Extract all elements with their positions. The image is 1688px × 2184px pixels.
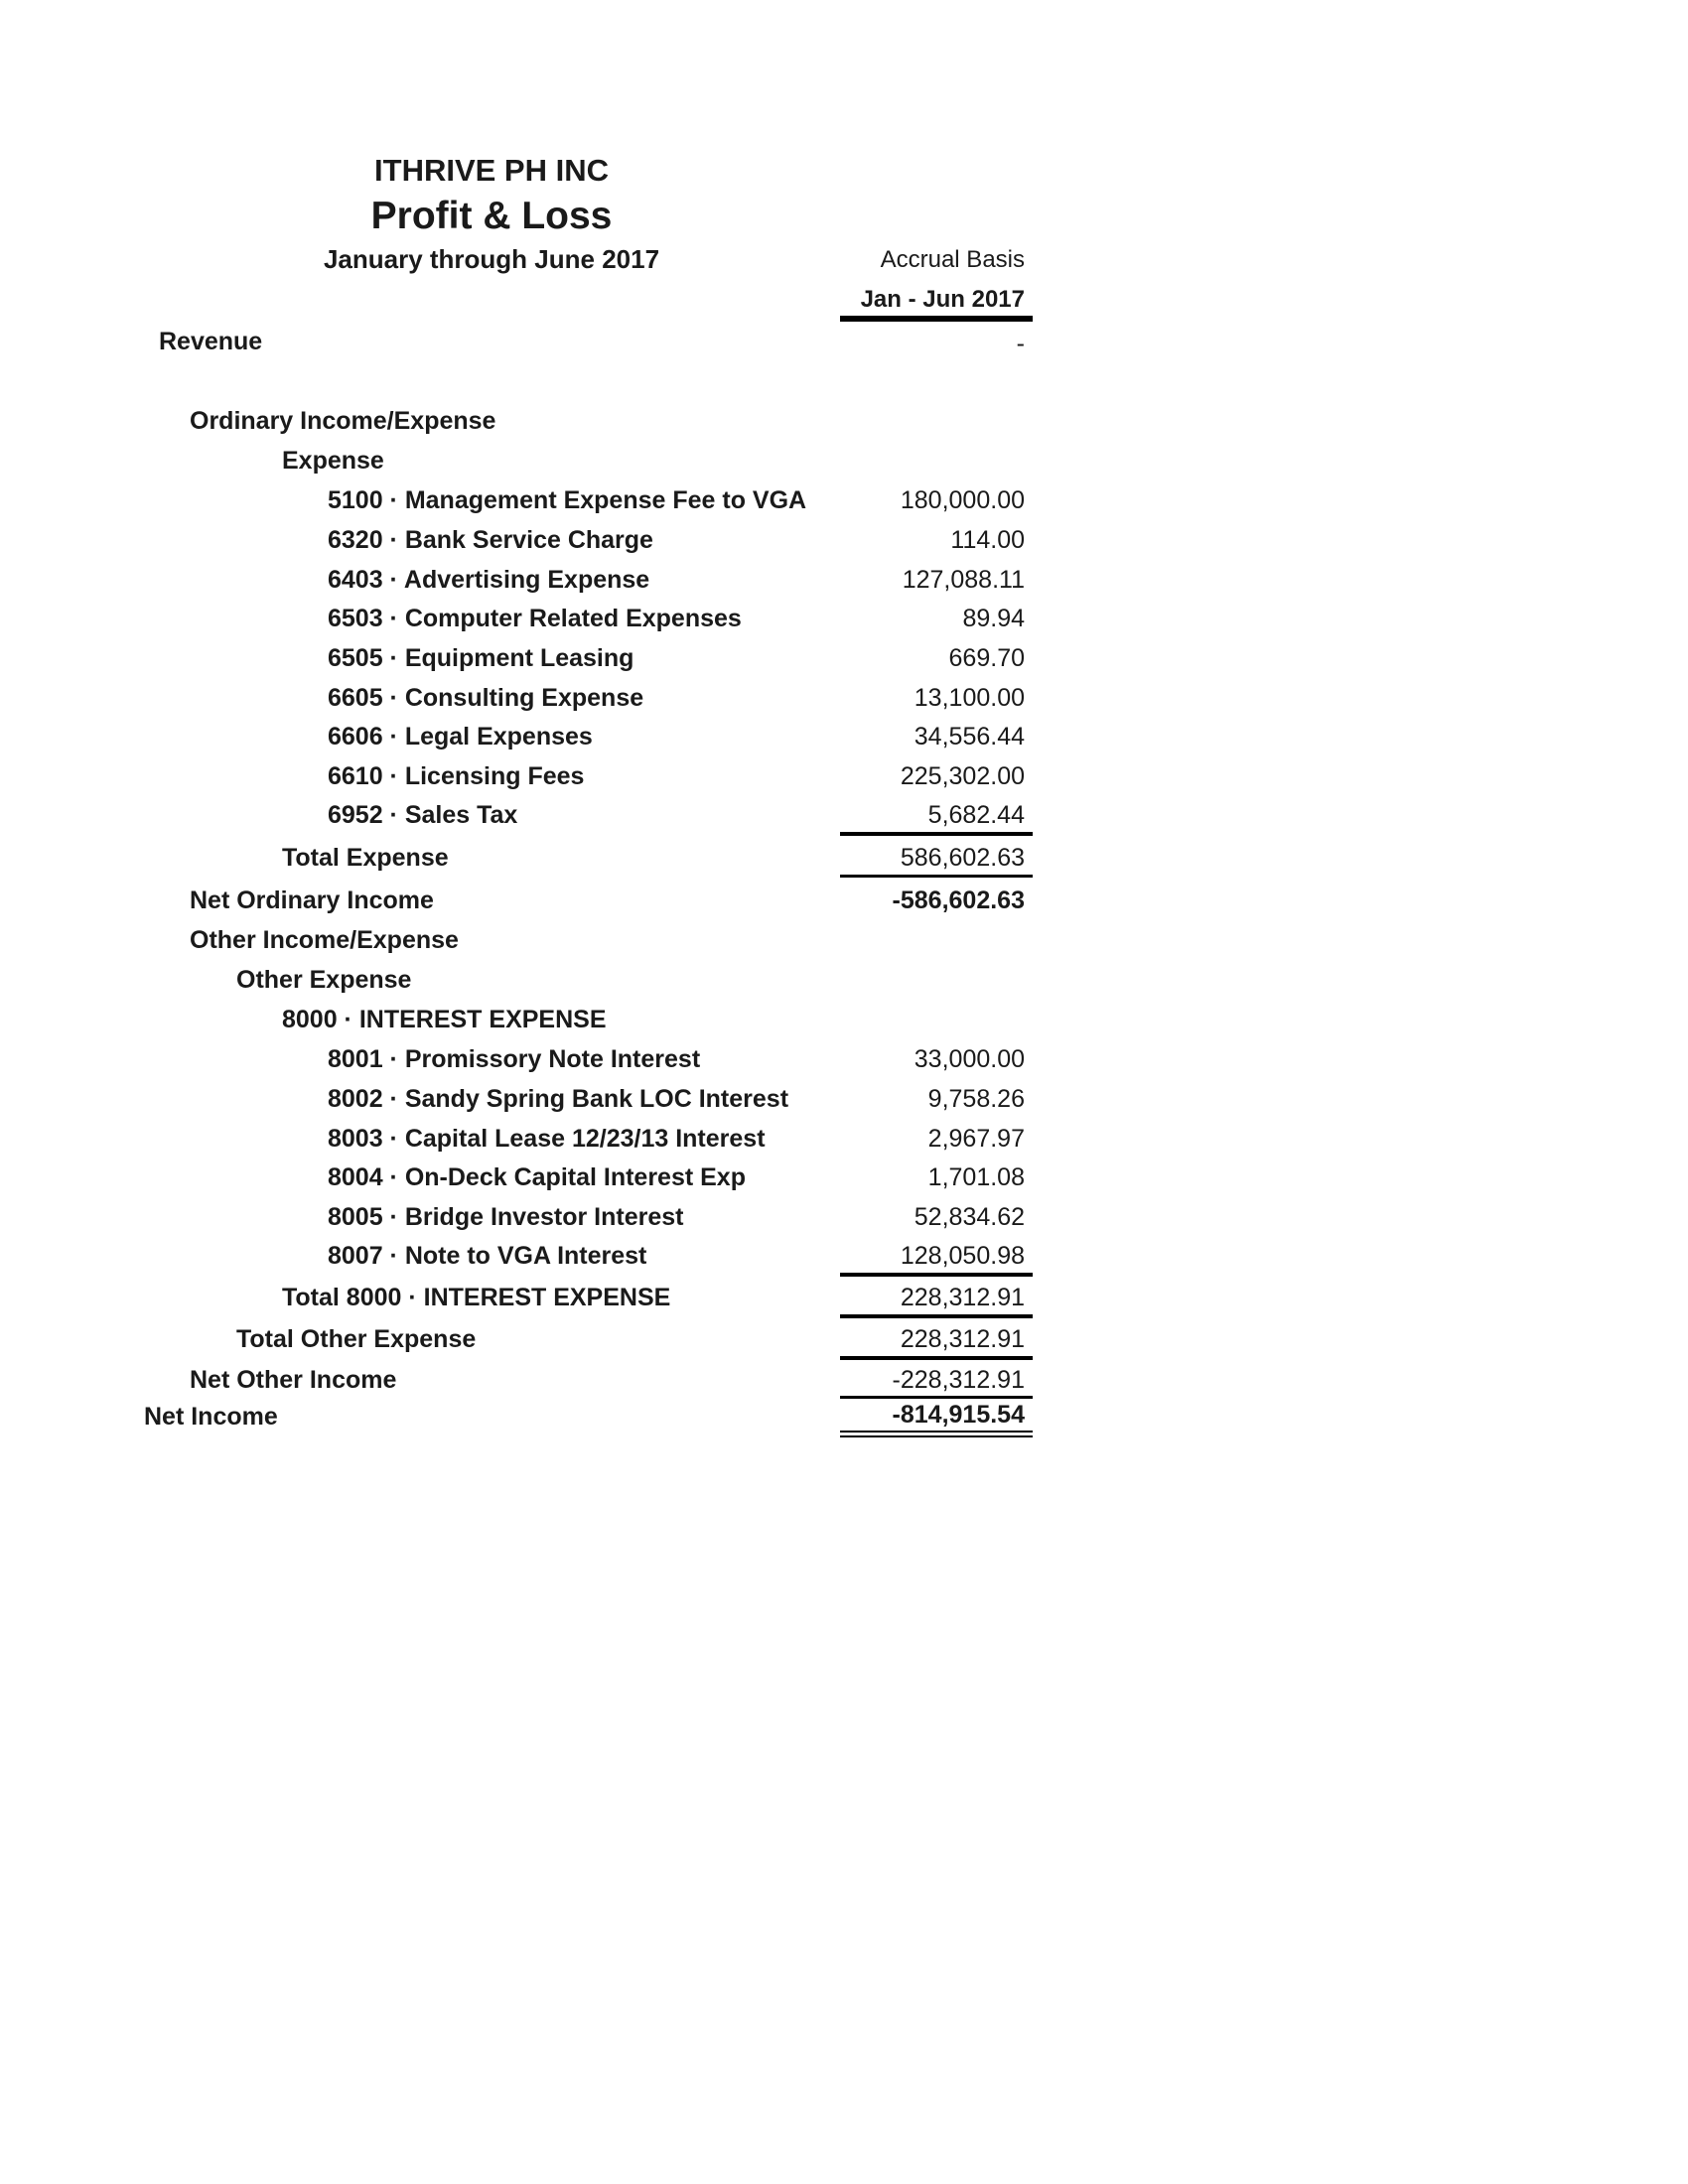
subtotal-rule <box>840 1314 1033 1318</box>
interest-row-label: 8003 · Capital Lease 12/23/13 Interest <box>328 1125 766 1153</box>
net-income-value: -814,915.54 <box>892 1401 1025 1429</box>
expense-row-value: 89.94 <box>962 605 1025 632</box>
company-name: ITHRIVE PH INC <box>374 153 609 188</box>
interest-row-value: 2,967.97 <box>927 1125 1025 1153</box>
net-ordinary-income-label: Net Ordinary Income <box>190 887 434 914</box>
net-income-label: Net Income <box>144 1403 278 1431</box>
total-other-expense-label: Total Other Expense <box>236 1325 477 1353</box>
expense-row-label: 5100 · Management Expense Fee to VGA <box>328 486 807 514</box>
expense-row-value: 225,302.00 <box>900 762 1025 790</box>
subtotal-rule <box>840 832 1033 836</box>
total-interest-expense-value: 228,312.91 <box>900 1284 1025 1311</box>
expense-row-label: 6403 · Advertising Expense <box>328 566 650 594</box>
expense-row-label: 6610 · Licensing Fees <box>328 762 585 790</box>
other-expense-heading: Other Expense <box>236 966 412 994</box>
expense-heading: Expense <box>282 447 384 475</box>
total-interest-expense-label: Total 8000 · INTEREST EXPENSE <box>282 1284 671 1311</box>
net-other-income-value: -228,312.91 <box>892 1366 1025 1394</box>
expense-row-label: 6320 · Bank Service Charge <box>328 526 653 554</box>
net-other-income-label: Net Other Income <box>190 1366 397 1394</box>
interest-row-label: 8001 · Promissory Note Interest <box>328 1045 701 1073</box>
total-rule <box>840 1356 1033 1360</box>
expense-row-value: 13,100.00 <box>914 684 1025 712</box>
column-header: Jan - Jun 2017 <box>860 286 1025 313</box>
interest-expense-heading: 8000 · INTEREST EXPENSE <box>282 1006 607 1033</box>
expense-row-label: 6503 · Computer Related Expenses <box>328 605 742 632</box>
net-rule <box>840 1396 1033 1399</box>
interest-row-label: 8004 · On-Deck Capital Interest Exp <box>328 1163 746 1191</box>
report-title: Profit & Loss <box>370 195 613 237</box>
expense-row-value: 5,682.44 <box>927 801 1025 829</box>
double-underline-top <box>840 1431 1033 1433</box>
interest-row-label: 8005 · Bridge Investor Interest <box>328 1203 684 1231</box>
accounting-basis: Accrual Basis <box>880 246 1025 273</box>
expense-row-value: 114.00 <box>950 526 1025 554</box>
other-income-expense-heading: Other Income/Expense <box>190 926 459 954</box>
interest-row-value: 128,050.98 <box>900 1242 1025 1270</box>
interest-row-value: 1,701.08 <box>927 1163 1025 1191</box>
subtotal-rule <box>840 1273 1033 1277</box>
interest-row-label: 8007 · Note to VGA Interest <box>328 1242 647 1270</box>
revenue-label: Revenue <box>159 328 263 355</box>
interest-row-value: 52,834.62 <box>914 1203 1025 1231</box>
header-rule <box>840 316 1033 322</box>
net-ordinary-income-value: -586,602.63 <box>892 887 1025 914</box>
expense-row-value: 127,088.11 <box>902 566 1025 594</box>
total-expense-value: 586,602.63 <box>900 844 1025 872</box>
double-underline-bottom <box>840 1435 1033 1437</box>
interest-row-value: 33,000.00 <box>914 1045 1025 1073</box>
expense-row-value: 669.70 <box>948 644 1025 672</box>
interest-row-value: 9,758.26 <box>927 1085 1025 1113</box>
expense-row-label: 6952 · Sales Tax <box>328 801 518 829</box>
expense-row-label: 6605 · Consulting Expense <box>328 684 644 712</box>
expense-row-value: 34,556.44 <box>914 723 1025 751</box>
expense-row-label: 6606 · Legal Expenses <box>328 723 593 751</box>
report-period: January through June 2017 <box>323 244 660 274</box>
total-expense-label: Total Expense <box>282 844 449 872</box>
total-rule <box>840 875 1033 878</box>
expense-row-label: 6505 · Equipment Leasing <box>328 644 634 672</box>
interest-row-label: 8002 · Sandy Spring Bank LOC Interest <box>328 1085 789 1113</box>
ordinary-income-expense-heading: Ordinary Income/Expense <box>190 407 496 435</box>
expense-row-value: 180,000.00 <box>900 486 1025 514</box>
revenue-value: - <box>1016 330 1025 357</box>
total-other-expense-value: 228,312.91 <box>900 1325 1025 1353</box>
